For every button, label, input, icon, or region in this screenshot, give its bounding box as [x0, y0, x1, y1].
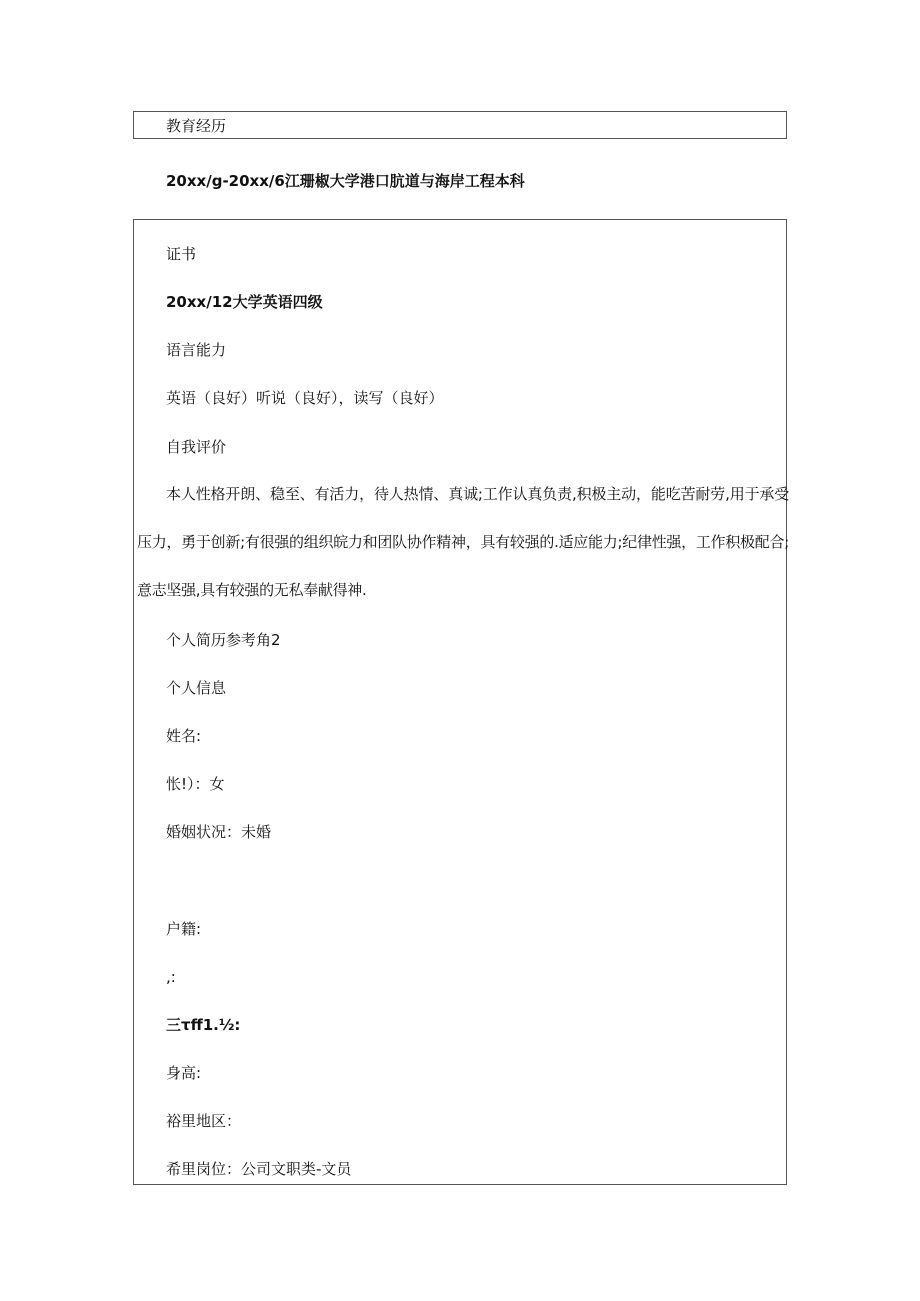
certificates-heading: 证书: [166, 245, 197, 263]
name-field-label: 姓名:: [166, 727, 202, 745]
resume2-title: 个人简历参考角2: [166, 631, 281, 649]
education-heading: 教育经历: [166, 117, 227, 135]
language-heading: 语言能力: [166, 341, 227, 359]
hukou-field: 户籍:: [166, 920, 202, 938]
content-box: [133, 219, 787, 1185]
language-entry: 英语（良好）听说（良好），读写（良好）: [166, 389, 444, 407]
personal-info-heading: 个人信息: [166, 679, 227, 697]
self-evaluation-text: 本人性格开朗、稳至、有活力，待人热情、真诚;工作认真负责,积极主动，能吃苦耐劳,用于承受压力，勇于创新;有很强的组织皖力和团队协作精神，具有较强的.适应能力;纪律性强，工作积极配合;意志坚强,具有较强的无私奉献得神.: [137, 485, 789, 599]
garbled-field-1: ,:: [166, 968, 176, 986]
gender-field: 怅!）：女: [166, 775, 225, 793]
height-field: 身高:: [166, 1064, 202, 1082]
marital-status-field: 婚姻状况：未婚: [166, 823, 272, 841]
desired-region-field: 裕里地区：: [166, 1112, 242, 1130]
garbled-field-2: 三τff1.½:: [166, 1016, 241, 1034]
desired-position-field: 希里岗位：公司文职类-文员: [166, 1160, 352, 1178]
education-entry: 20xx/g-20xx/6江珊椒大学港口肮道与海岸工程本科: [166, 172, 525, 190]
self-evaluation-heading: 自我评价: [166, 438, 227, 456]
education-heading-box: [133, 111, 787, 139]
certificates-entry: 20xx/12大学英语四级: [166, 293, 323, 311]
